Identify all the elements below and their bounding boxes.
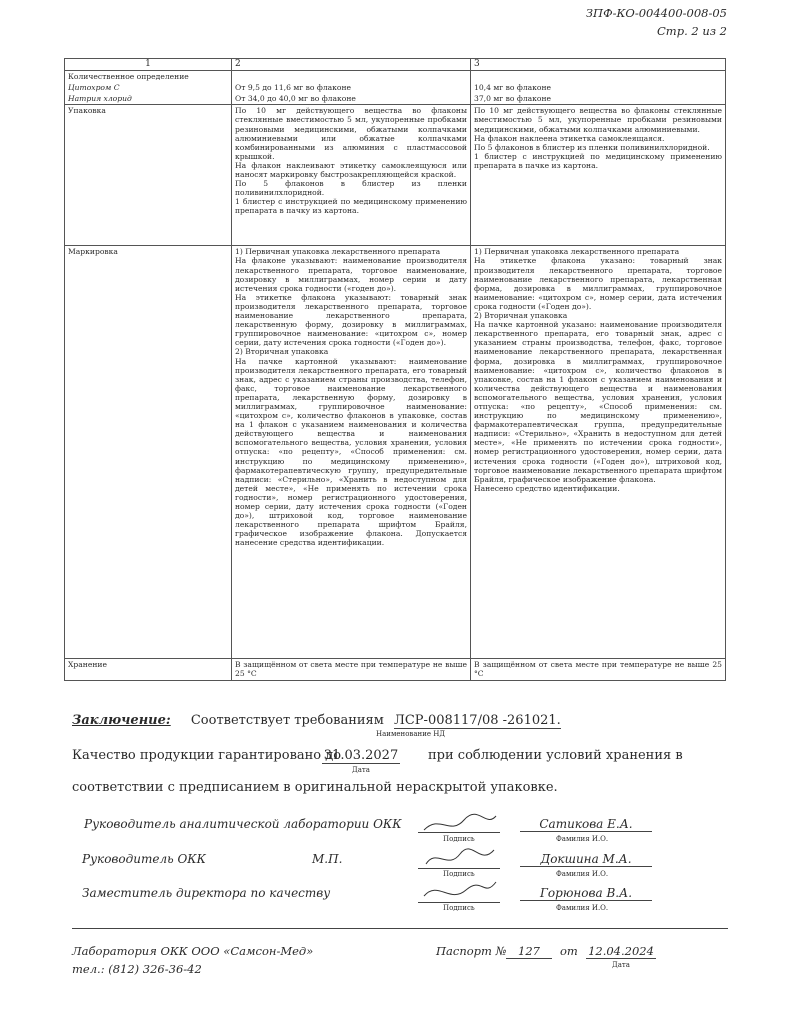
marking-req-p5: На пачке картонной указывают: наименование производителя лекарственного препарата, его товарный знак, адрес с указанием страны производства, телефон, факс, торговое наименование лекарственного препарата, лекарственную форму, дозировку в миллиграммах, группировочное наименование: «цитохром с», количество флаконов в упаковке, состав на 1 флакон с указанием наименования и количества действующего вещества и наименования вспомогательного вещества, условия хранения, условия отпуска: «по рецепту», «Способ применения: см. инструкцию по медицинскому применению», фармакотерапевтическую группу, предупредительные надписи: «Стерильно», «Хранить в недоступном для детей месте», «Не применять по истечении срока годности», номер регистрационного удостоверения, номер серии, дату истечения срока годности («Годен до»), штриховой код, торговое наименование лекарственного препарата шрифтом Брайля, графическое изображение флакона. Допускается нанесение средства идентификации. xyxy=(235,356,467,548)
footer-lab: Лаборатория ОКК ООО «Самсон-Мед» xyxy=(72,944,314,958)
packaging-res-p3: По 5 флаконов в блистер из пленки поливинилхлоридной. xyxy=(474,142,710,152)
table-row-quant-1 xyxy=(65,82,726,93)
guarantee-line2: соответствии с предписанием в оригинальной нераскрытой упаковке. xyxy=(72,780,558,795)
passport-date: 12.04.2024 xyxy=(586,944,656,959)
table-row-quant-title xyxy=(65,71,726,83)
signature-scribble-2 xyxy=(420,846,500,872)
document-code: ЗПФ-КО-004400-008-05 xyxy=(585,6,727,20)
signature-name-1: Сатикова Е.А. xyxy=(520,817,652,832)
packaging-req-p4: 1 блистер с инструкцией по медицинскому применению препарата в пачку из картона. xyxy=(235,197,467,216)
guarantee-post: при соблюдении условий хранения в xyxy=(428,748,683,763)
signature-name-3: Горюнова В.А. xyxy=(520,886,652,901)
signature-caption-2: Подпись xyxy=(443,870,475,878)
quant-sub2-label: Натрия хлорид xyxy=(65,93,232,105)
quant-sub1-requirement: От 9,5 до 11,6 мг во флаконе xyxy=(232,82,471,93)
storage-label: Хранение xyxy=(65,659,232,680)
name-caption-1: Фамилия И.О. xyxy=(556,835,609,843)
table-row-quant-2 xyxy=(65,93,726,105)
marking-res-p5: Нанесено средство идентификации. xyxy=(474,483,620,493)
marking-res-p1: 1) Первичная упаковка лекарственного препарата xyxy=(474,247,680,257)
signature-role-2: Руководитель ОКК xyxy=(82,852,206,866)
packaging-req-p1: По 10 мг действующего вещества во флаконы стеклянные вместимостью 5 мл, укупоренные пробками резиновыми медицинскими, обжатыми колпачками алюминиевыми или обжатые колпачками комбинированными из алюминия с пластмассовой крышкой. xyxy=(235,106,467,161)
packaging-label: Упаковка xyxy=(65,105,232,246)
col-header-1: 1 xyxy=(65,59,232,71)
stamp-place: М.П. xyxy=(312,852,343,866)
passport-from-label: от xyxy=(560,944,578,958)
conclusion-text: Соответствует требованиям xyxy=(190,713,384,728)
name-caption-3: Фамилия И.О. xyxy=(556,904,609,912)
nd-caption: Наименование НД xyxy=(376,730,446,738)
guarantee-pre: Качество продукции гарантировано до xyxy=(72,748,342,763)
marking-req-p2: На флаконе указывают: наименование производителя лекарственного препарата, торговое наименование, дозировку в миллиграммах, номер серии и дату истечения срока годности («годен до»). xyxy=(235,256,467,293)
quant-sub1-result: 10,4 мг во флаконе xyxy=(471,82,726,93)
footer-divider xyxy=(72,928,728,929)
storage-result: В защищённом от света месте при температуре не выше 25 °С xyxy=(471,659,726,680)
guarantee-date: 31.03.2027 xyxy=(323,748,399,763)
conclusion-label: Заключение: xyxy=(72,713,171,728)
col-header-2: 2 xyxy=(232,59,471,71)
marking-result xyxy=(471,246,726,659)
packaging-res-p4: 1 блистер с инструкцией по медицинскому применению препарата в пачке из картона. xyxy=(474,151,722,170)
signature-scribble-1 xyxy=(420,810,500,836)
packaging-result xyxy=(471,105,726,246)
page-number: Стр. 2 из 2 xyxy=(657,24,727,38)
signature-caption-1: Подпись xyxy=(443,835,475,843)
passport-label: Паспорт № xyxy=(436,944,507,958)
marking-req-p3: На этикетке флакона указывают: товарный знак производителя лекарственного препарата, торговое наименование лекарственного препарата, лекарственную форму, дозировку в миллиграммах, группировочное наименование: «цитохром с», номер серии, дату истечения срока годности («Годен до»). xyxy=(235,292,467,348)
table-row-storage xyxy=(65,659,726,680)
packaging-res-p2: На флакон наклеена этикетка самоклеящаяся. xyxy=(474,133,665,143)
marking-label: Маркировка xyxy=(65,246,232,659)
signature-caption-3: Подпись xyxy=(443,904,475,912)
marking-req-p4: 2) Вторичная упаковка xyxy=(235,347,329,357)
footer-phone: тел.: (812) 326-36-42 xyxy=(72,962,202,976)
quant-sub2-requirement: От 34,0 до 40,0 мг во флаконе xyxy=(232,93,471,105)
signature-role-3: Заместитель директора по качеству xyxy=(82,886,331,900)
marking-res-p4: На пачке картонной указано: наименование производителя лекарственного препарата, его товарный знак, адрес с указанием страны производства, телефон, факс, торговое наименование лекарственного препарата, лекарственная форма, дозировка в миллиграммах, группировочное наименование: «цитохром с», количество флаконов в упаковке, состав на 1 флакон с указанием наименования и количества действующего вещества и наименования вспомогательного вещества, условия хранения, условия отпуска: «по рецепту», «Способ применения: см. инструкцию по медицинскому применению», фармакотерапевтическая группа, предупредительные надписи: «Стерильно», «Хранить в недоступном для детей месте», «Не применять по истечении срока годности», номер регистрационного удостоверения, номер серии, дата истечения срока годности («Годен до»), штриховой код, торговое наименование лекарственного препарата шрифтом Брайля, графическое изображение флакона. xyxy=(474,320,722,484)
signature-role-1: Руководитель аналитической лаборатории ОКК xyxy=(84,817,402,831)
quant-sub2-result: 37,0 мг во флаконе xyxy=(471,93,726,105)
table-header-row xyxy=(65,59,726,71)
storage-requirement: В защищённом от света месте при температуре не выше 25 °С xyxy=(232,659,471,680)
quant-title: Количественное определение xyxy=(65,71,232,83)
marking-res-p2: На этикетке флакона указано: товарный знак производителя лекарственного препарата, торговое наименование лекарственного препарата, лекарственная форма, дозировка в миллиграммах, группировочное наименование: «цитохром с», номер серии, дата истечения срока годности («Годен до»). xyxy=(474,256,722,311)
col-header-3: 3 xyxy=(471,59,726,71)
table-row-packaging xyxy=(65,105,726,246)
marking-res-p3: 2) Вторичная упаковка xyxy=(474,311,568,321)
passport-number: 127 xyxy=(506,944,552,959)
packaging-res-p1: По 10 мг действующего вещества во флаконы стеклянные вместимостью 5 мл, укупоренные пробками резиновыми медицинскими, обжатыми колпачками алюминиевыми. xyxy=(474,106,722,134)
signature-scribble-3 xyxy=(420,880,500,906)
guarantee-date-caption: Дата xyxy=(352,766,370,774)
conclusion-nd: ЛСР-008117/08 -261021. xyxy=(394,713,561,728)
marking-req-p1: 1) Первичная упаковка лекарственного препарата xyxy=(235,247,441,257)
marking-requirement xyxy=(232,246,471,659)
quant-sub1-label: Цитохром С xyxy=(65,82,232,93)
packaging-req-p3: По 5 флаконов в блистер из пленки поливинилхлоридной. xyxy=(235,179,467,198)
packaging-requirement xyxy=(232,105,471,246)
name-caption-2: Фамилия И.О. xyxy=(556,870,609,878)
signature-name-2: Докшина М.А. xyxy=(520,852,652,867)
table-row-marking xyxy=(65,246,726,659)
passport-date-caption: Дата xyxy=(612,961,630,969)
conclusion-block xyxy=(72,713,561,729)
specification-table xyxy=(64,58,726,681)
packaging-req-p2: На флакон наклеивают этикетку самоклеящуюся или наносят маркировку быстрозакрепляющейся краской. xyxy=(235,160,467,180)
